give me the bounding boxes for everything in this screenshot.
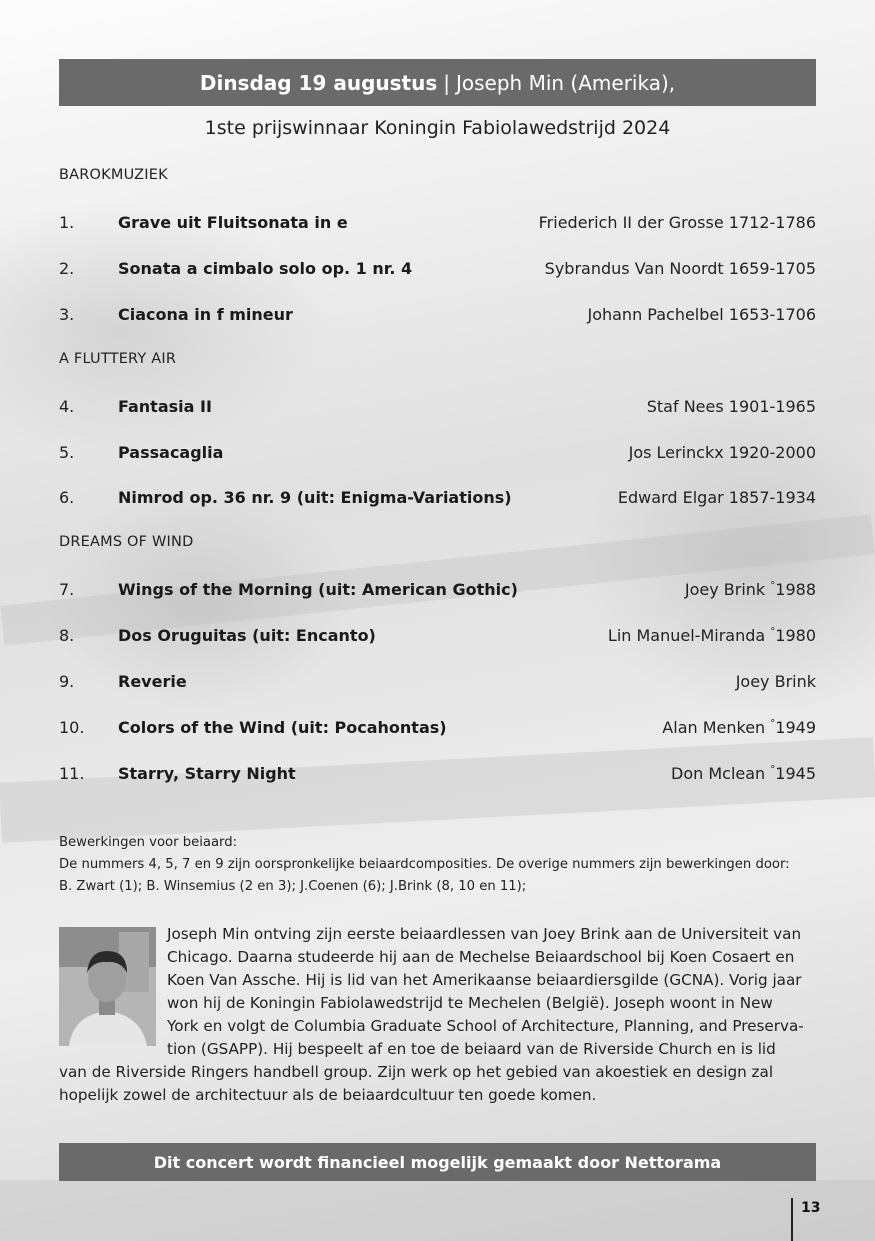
birth-year: 1949: [775, 717, 816, 737]
program-number: 9.: [59, 671, 75, 691]
sponsor-text: Dit concert wordt financieel mogelijk gemaakt door Nettorama: [153, 1152, 722, 1172]
program-composer: Friederich II der Grosse 1712-1786: [538, 212, 816, 232]
program-title: Colors of the Wind (uit: Pocahontas): [118, 717, 447, 737]
program-composer: [608, 626, 816, 645]
birth-year: 1945: [775, 763, 816, 783]
program-number: 1.: [59, 212, 75, 232]
sponsor-banner: [59, 1143, 816, 1181]
program-title: Reverie: [118, 671, 187, 691]
program-title: Grave uit Fluitsonata in e: [118, 212, 348, 232]
concert-date: Dinsdag 19 augustus: [199, 70, 438, 95]
photo-spacer: [59, 923, 167, 1045]
birth-year: 1988: [775, 579, 816, 599]
notes-heading: Bewerkingen voor beiaard:: [59, 835, 238, 850]
program-number: 2.: [59, 258, 75, 278]
program-composer: Staf Nees 1901-1965: [646, 396, 816, 416]
page-number-rule: [791, 1198, 793, 1241]
program-number: 11.: [59, 763, 85, 783]
program-item: [59, 669, 816, 693]
composer-name: Joey Brink: [684, 579, 766, 599]
program-item: [59, 761, 816, 785]
program-item: [59, 485, 816, 509]
header-separator: |: [443, 70, 450, 95]
program-item: [59, 623, 816, 647]
performer-biography: [59, 923, 804, 1107]
birth-year: 1980: [775, 625, 816, 645]
program-item: [59, 394, 816, 418]
program-title: Fantasia II: [118, 396, 212, 416]
performer-subtitle: 1ste prijswinnaar Koningin Fabiolawedstrijd 2024: [204, 117, 671, 139]
program-composer: Edward Elgar 1857-1934: [617, 487, 816, 507]
biography-text: Joseph Min ontving zijn eerste beiaardlessen van Joey Brink aan de Universiteit van Chicago. Daarna studeerde hij aan de Mechelse Beiaardschool bij Koen Cosaert en Koen Van Assche. Hij is lid van het Amerikaanse beiaardiersgilde (GCNA). Vorig jaar won hij de Koningin Fabiolawedstrijd te Mechelen (België). Joseph woont in New York en volgt de Columbia Graduate School of Architecture, Planning, and Preserva-tion (GSAPP). Hij bespeelt af en toe de beiaard van de Riverside Church en is lid van de Riverside Ringers handbell group. Zijn werk op het gebied van akoestiek en design zal hopelijk zowel de architectuur als de beiaardcultuur ten goede komen.: [59, 925, 804, 1104]
program-composer: [685, 580, 816, 599]
performer-name: Joseph Min (Amerika),: [456, 70, 676, 95]
program-number: 5.: [59, 442, 75, 462]
program-title: Sonata a cimbalo solo op. 1 nr. 4: [118, 258, 413, 278]
program-item: [59, 256, 816, 280]
program-item: [59, 210, 816, 234]
concert-header-bar: [59, 59, 816, 106]
program-composer: Johann Pachelbel 1653-1706: [587, 304, 816, 324]
composer-name: Lin Manuel-Miranda: [607, 625, 766, 645]
program-title: Nimrod op. 36 nr. 9 (uit: Enigma-Variations): [118, 487, 512, 507]
program-composer: [671, 764, 816, 783]
program-title: Wings of the Morning (uit: American Gothic): [118, 579, 518, 599]
birth-mark: °: [770, 764, 776, 776]
program-title: Passacaglia: [118, 442, 224, 462]
birth-mark: °: [770, 580, 776, 592]
arrangement-notes: [59, 832, 819, 898]
program-number: 7.: [59, 579, 75, 599]
notes-line: B. Zwart (1); B. Winsemius (2 en 3); J.Coenen (6); J.Brink (8, 10 en 11);: [59, 879, 527, 894]
program-item: [59, 577, 816, 601]
program-item: [59, 715, 816, 739]
notes-line: De nummers 4, 5, 7 en 9 zijn oorspronkelijke beiaardcomposities. De overige nummers zijn bewerkingen door:: [59, 857, 790, 872]
composer-name: Don Mclean: [671, 763, 766, 783]
program-number: 10.: [59, 717, 85, 737]
program-composer: Jos Lerinckx 1920-2000: [628, 442, 816, 462]
program-composer: Joey Brink: [735, 671, 816, 691]
section-heading-a-fluttery-air: A FLUTTERY AIR: [59, 351, 177, 367]
birth-mark: °: [770, 718, 776, 730]
program-title: Starry, Starry Night: [118, 763, 296, 783]
section-heading-barokmuziek: BAROKMUZIEK: [59, 167, 168, 183]
program-number: 6.: [59, 487, 75, 507]
program-title: Ciacona in f mineur: [118, 304, 293, 324]
program-composer: [662, 718, 816, 737]
page-number: 13: [801, 1200, 821, 1216]
birth-mark: °: [770, 626, 776, 638]
program-title: Dos Oruguitas (uit: Encanto): [118, 625, 376, 645]
program-number: 3.: [59, 304, 75, 324]
program-item: [59, 440, 816, 464]
program-number: 4.: [59, 396, 75, 416]
composer-name: Alan Menken: [662, 717, 766, 737]
program-item: [59, 302, 816, 326]
section-heading-dreams-of-wind: DREAMS OF WIND: [59, 534, 194, 550]
program-composer: Sybrandus Van Noordt 1659-1705: [544, 258, 816, 278]
program-number: 8.: [59, 625, 75, 645]
